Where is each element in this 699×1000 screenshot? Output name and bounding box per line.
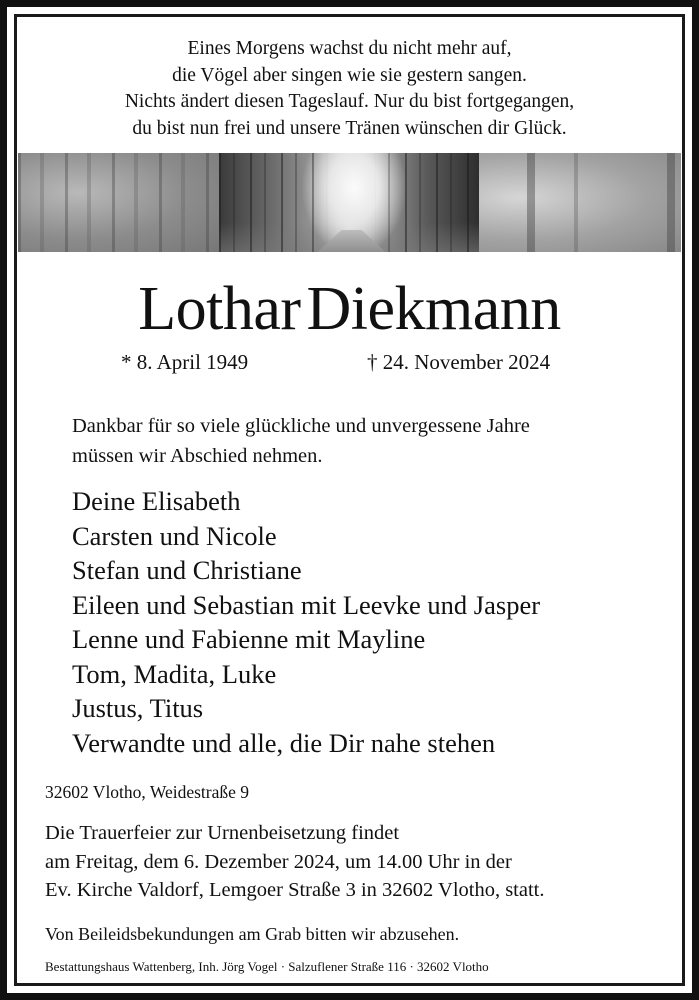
intro-line: Dankbar für so viele glückliche und unvergessene Jahre [72,415,530,437]
misty-forest-right-image [479,153,681,252]
obituary-notice [14,14,685,986]
poem-line: du bist nun frei und unsere Tränen wünschen dir Glück. [132,117,567,139]
birth-date: * 8. April 1949 [121,350,249,374]
mourner-line: Justus, Titus [72,693,204,723]
mourner-line: Carsten und Nicole [72,520,277,551]
last-name: Diekmann [306,275,561,343]
family-address: 32602 Vlotho, Weidestraße 9 [45,782,250,802]
poem-line: Eines Morgens wachst du nicht mehr auf, [187,38,512,59]
mourner-line: Stefan und Christiane [72,555,302,585]
mourner-line: Eileen und Sebastian mit Leevke und Jasper [72,589,541,620]
mourner-line: Deine Elisabeth [72,486,241,516]
forest-image-strip [18,153,681,252]
intro-line: müssen wir Abschied nehmen. [72,445,323,467]
mourner-line: Verwandte und alle, die Dir nahe stehen [72,727,496,758]
poem [17,36,682,142]
condolence-note: Von Beileidsbekundungen am Grab bitten wir abzusehen. [45,924,460,944]
mourners-list [72,484,540,760]
misty-forest-left-image [18,153,219,252]
mourner-line: Tom, Madita, Luke [72,658,277,689]
farewell-intro [72,411,530,471]
ceremony-line: Ev. Kirche Valdorf, Lemgoer Straße 3 in 32602 Vlotho, statt. [45,879,545,901]
ceremony-line: am Freitag, dem 6. Dezember 2024, um 14.00 Uhr in der [45,850,512,873]
ceremony-details [45,819,545,905]
poem-line: Nichts ändert diesen Tageslauf. Nur du bist fortgegangen, [124,91,575,112]
death-date: † 24. November 2024 [367,350,551,374]
mourner-line: Lenne und Fabienne mit Mayline [72,624,426,654]
first-name: Lothar [138,275,301,343]
forest-path-center-image [219,153,479,252]
poem-line: die Vögel aber singen wie sie gestern sangen. [172,64,527,86]
funeral-home-info: Bestattungshaus Wattenberg, Inh. Jörg Vogel · Salzuflener Straße 116 · 32602 Vlotho [45,959,489,974]
ceremony-line: Die Trauerfeier zur Urnenbeisetzung findet [45,822,400,844]
deceased-name [17,274,682,344]
